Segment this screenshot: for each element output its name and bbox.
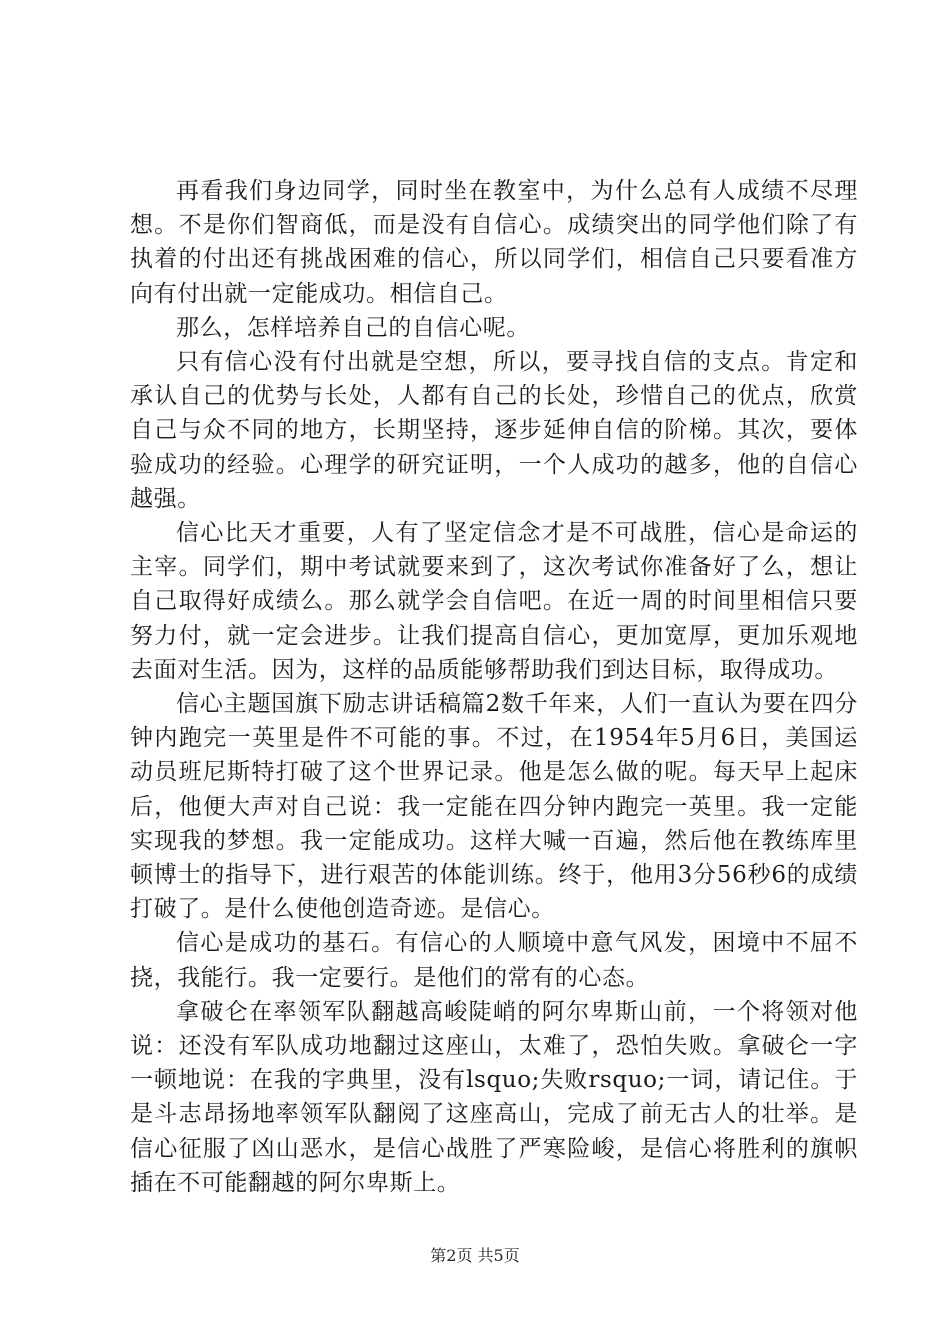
- document-body: [130, 174, 858, 1200]
- paragraph: 信心是成功的基石。有信心的人顺境中意气风发，困境中不屈不挠，我能行。我一定要行。是他们的常有的心态。: [130, 930, 858, 991]
- paragraph: 那么，怎样培养自己的自信心呢。: [176, 314, 530, 341]
- paragraph: 信心比天才重要，人有了坚定信念才是不可战胜，信心是命运的主宰。同学们，期中考试就要来到了，这次考试你准备好了么，想让自己取得好成绩么。那么就学会自信吧。在近一周的时间里相信只要努力付，就一定会进步。让我们提高自信心，更加宽厚，更加乐观地去面对生活。因为，这样的品质能够帮助我们到达目标，取得成功。: [130, 520, 858, 683]
- paragraph: 再看我们身边同学，同时坐在教室中，为什么总有人成绩不尽理想。不是你们智商低，而是没有自信心。成绩突出的同学他们除了有执着的付出还有挑战困难的信心，所以同学们，相信自己只要看准方向有付出就一定能成功。相信自己。: [130, 178, 858, 307]
- page-number-footer: 第2页 共5页: [430, 1246, 520, 1265]
- paragraph: 拿破仑在率领军队翻越高峻陡峭的阿尔卑斯山前，一个将领对他说：还没有军队成功地翻过这座山，太难了，恐怕失败。拿破仑一字一顿地说：在我的字典里，没有lsquo;失败rsquo;一词，请记住。于是斗志昂扬地率领军队翻阅了这座高山，完成了前无古人的壮举。是信心征服了凶山恶水，是信心战胜了严寒险峻，是信心将胜利的旗帜插在不可能翻越的阿尔卑斯上。: [130, 998, 858, 1196]
- paragraph: 信心主题国旗下励志讲话稿篇2数千年来，人们一直认为要在四分钟内跑完一英里是件不可能的事。不过，在1954年5月6日，美国运动员班尼斯特打破了这个世界记录。他是怎么做的呢。每天早上起床后，他便大声对自己说：我一定能在四分钟内跑完一英里。我一定能实现我的梦想。我一定能成功。这样大喊一百遍，然后他在教练库里顿博士的指导下，进行艰苦的体能训练。终于，他用3分56秒6的成绩打破了。是什么使他创造奇迹。是信心。: [130, 691, 858, 923]
- paragraph: 只有信心没有付出就是空想，所以，要寻找自信的支点。肯定和承认自己的优势与长处，人都有自己的长处，珍惜自己的优点，欣赏自己与众不同的地方，长期坚持，逐步延伸自信的阶梯。其次，要体验成功的经验。心理学的研究证明，一个人成功的越多，他的自信心越强。: [130, 349, 858, 512]
